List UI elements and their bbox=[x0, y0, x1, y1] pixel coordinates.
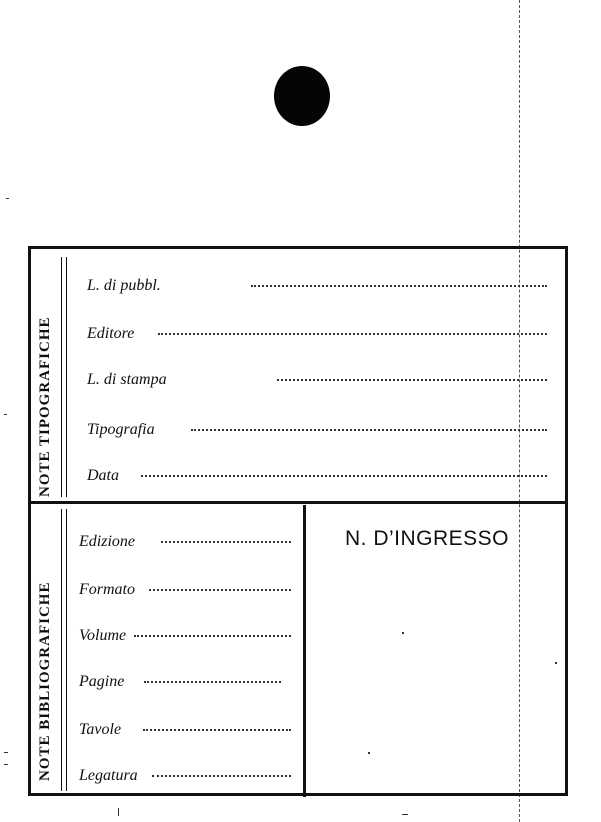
side-rule bbox=[66, 257, 67, 497]
scan-speck bbox=[4, 752, 8, 753]
side-label-typographic: NOTE TIPOGRAFICHE bbox=[37, 316, 53, 497]
field-formato bbox=[79, 581, 291, 599]
punch-hole bbox=[274, 66, 330, 126]
field-label: Tipografia bbox=[87, 421, 155, 438]
field-label: L. di pubbl. bbox=[87, 277, 161, 294]
side-rule bbox=[66, 509, 67, 791]
field-luogo-stampa bbox=[87, 371, 547, 389]
field-label: Volume bbox=[79, 627, 127, 644]
field-label: L. di stampa bbox=[87, 371, 167, 388]
field-editore bbox=[87, 325, 547, 343]
scan-speck bbox=[402, 632, 404, 634]
field-dotted-line bbox=[152, 775, 291, 777]
field-pagine bbox=[79, 673, 291, 691]
scan-speck bbox=[4, 414, 7, 415]
field-label: Pagine bbox=[79, 673, 125, 690]
field-dotted-line bbox=[191, 429, 547, 431]
field-tavole bbox=[79, 721, 291, 739]
section-divider bbox=[31, 501, 565, 504]
scan-speck bbox=[6, 198, 9, 199]
field-dotted-line bbox=[158, 333, 547, 335]
field-volume bbox=[79, 627, 291, 645]
catalog-card bbox=[28, 246, 568, 796]
field-dotted-line bbox=[141, 475, 547, 477]
column-divider bbox=[303, 505, 306, 797]
scan-speck bbox=[555, 662, 557, 664]
field-dotted-line bbox=[161, 541, 291, 543]
scan-speck bbox=[4, 764, 8, 765]
side-rule bbox=[61, 257, 62, 497]
field-dotted-line bbox=[134, 635, 291, 637]
field-tipografia bbox=[87, 421, 547, 439]
field-dotted-line bbox=[143, 729, 291, 731]
field-label: Data bbox=[87, 467, 119, 484]
field-dotted-line bbox=[277, 379, 547, 381]
side-rule bbox=[61, 509, 62, 791]
field-dotted-line bbox=[144, 681, 281, 683]
scan-speck bbox=[402, 814, 408, 815]
scan-speck bbox=[118, 808, 119, 816]
field-label: Legatura bbox=[79, 767, 138, 784]
field-label: Formato bbox=[79, 581, 135, 598]
field-edizione bbox=[79, 533, 291, 551]
field-label: Edizione bbox=[79, 533, 135, 550]
numero-ingresso-label: N. D’INGRESSO bbox=[345, 527, 510, 550]
field-dotted-line bbox=[251, 285, 547, 287]
scan-speck bbox=[368, 752, 370, 754]
field-luogo-pubblicazione bbox=[87, 277, 547, 295]
field-data bbox=[87, 467, 547, 485]
field-dotted-line bbox=[149, 589, 291, 591]
field-label: Tavole bbox=[79, 721, 122, 738]
field-legatura bbox=[79, 767, 291, 785]
field-label: Editore bbox=[87, 325, 135, 342]
side-label-bibliographic: NOTE BIBLIOGRAFICHE bbox=[37, 581, 53, 781]
